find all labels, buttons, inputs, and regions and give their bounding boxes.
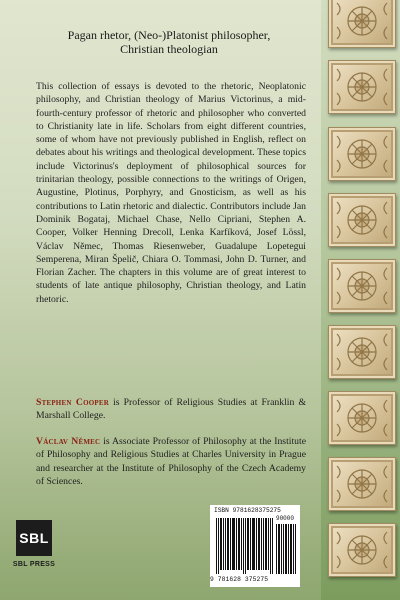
carved-rosette-tile-icon [328,325,396,379]
isbn-label: ISBN 9781628375275 [214,507,281,514]
carved-rosette-tile-icon [328,193,396,247]
ean-digits: 9 781628 375275 [210,576,269,583]
carved-rosette-tile-icon [328,457,396,511]
carved-rosette-tile-icon [328,127,396,181]
author-bio-2 [36,435,306,488]
carved-rosette-tile-icon [328,60,396,114]
book-subtitle [20,28,318,56]
press-name: SBL PRESS [12,561,56,568]
barcode-addon-bars-icon [276,524,296,574]
carved-rosette-tile-icon [328,0,396,48]
author-bio-text-2: is Associate Professor of Philosophy at the Institute of Philosophy and Religious Studies at Charles University in Prague and researcher at the Institute of Philosophy of the Czech Academy of Sciences. [36,436,306,487]
author-name-2: Václav Němec [36,436,101,447]
carved-rosette-tile-icon [328,391,396,445]
carved-rosette-tile-icon [328,523,396,577]
isbn-barcode [210,505,300,587]
carved-rosette-tile-icon [328,259,396,313]
decorative-tile-column [321,0,400,600]
subtitle-line-1: Pagan rhetor, (Neo-)Platonist philosopher, [67,28,271,42]
author-bio-text-1: is Professor of Religious Studies at Franklin & Marshall College. [36,397,306,422]
author-name-1: Stephen Cooper [36,397,109,408]
barcode-bars-icon [216,518,274,574]
subtitle-line-2: Christian theologian [120,42,218,56]
book-description: This collection of essays is devoted to the rhetoric, Neoplatonic philosophy, and Christian theology of Marius Victorinus, a mid-fourth-century professor of rhetoric and philosopher who converted to Christianity late in life. Scholars from eight different countries, some of whom have not previously published in English, reflect on debates about his writings and theological development. These topics include Victorinus's deployment of philosophical sources for trinitarian theology, possible connections to the writings of Origen, Augustine, Plotinus, Porphyry, and Gnosticism, as well as his contributions to Latin rhetoric and dialectic. Contributors include Jan Dominik Bogataj, Michael Chase, Nello Cipriani, Stephen A. Cooper, Volker Henning Drecoll, Lenka Karfíková, Josef Lössl, Václav Němec, Thomas Riesenweber, Guadalupe Lopetegui Semperena, Miran Špelič, Chiara O. Tommasi, John D. Turner, and Florian Zacher. The chapters in this volume are of great interest to students of late antique philosophy, Christian theology, and Latin rhetoric. [36,81,306,305]
sbl-logo: SBL [16,520,52,556]
author-bio-1 [36,396,306,423]
barcode-addon-digits: 90000 [275,515,294,522]
